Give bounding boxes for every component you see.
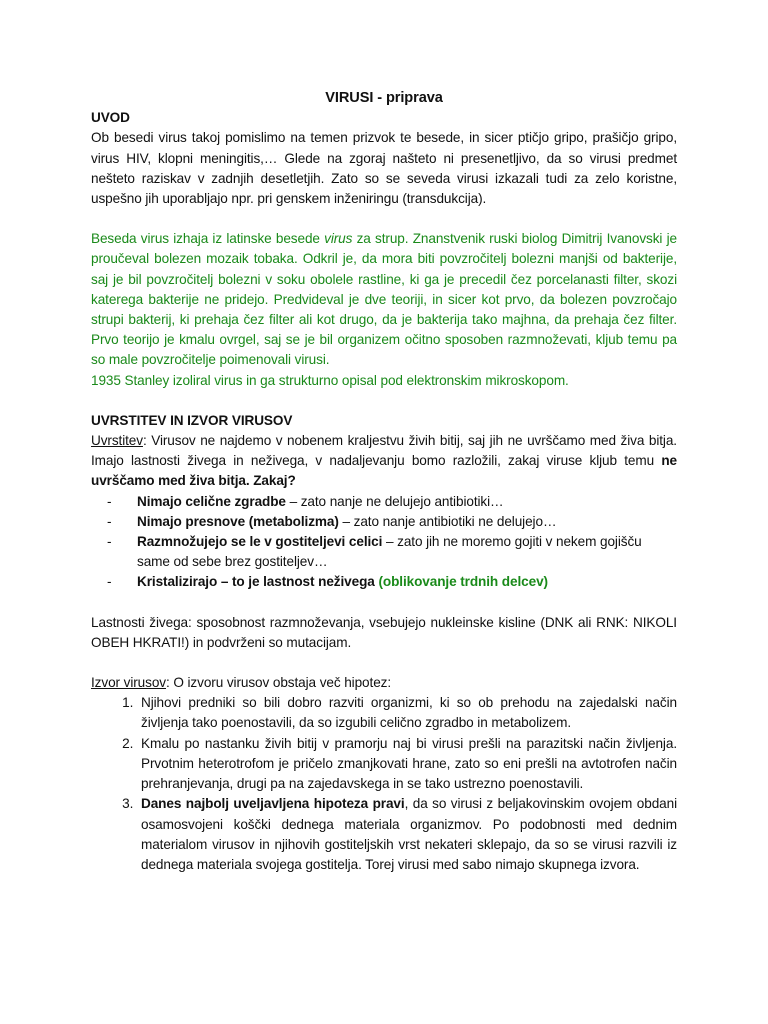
list-item — [137, 512, 677, 532]
page-title: VIRUSI - priprava — [325, 90, 443, 106]
izvor-paragraph — [91, 673, 677, 693]
history-text-b: za strup. Znanstvenik ruski biolog Dimitrij Ivanovski je proučeval bolezen mozaik tobaka. Odkril je, da mora biti povzročitelj bolezni manjši od bakterije, saj je bil povzročitelj bolezni v soku obolele rastline, ki ga je precedil čez porcelanasti filter, skozi katerega bakterije ne pridejo. Predvideval je dve teoriji, in sicer kot prvo, da bolezen povzročajo strupi bakterij, ki prehaja čez filter ali kot drugo, da je bakterija tako majhna, da prehaja čez filter. Prvo teorijo je kmalu ovrgel, saj se je bil organizem očitno sposoben razmnoževati, kljub temu pa so male povzročitelje poimenovali virusi. — [91, 231, 677, 368]
document-page — [91, 88, 677, 875]
list-item-bold: Nimajo presnove (metabolizma) — [137, 513, 339, 529]
uvrstitev-text: : Virusov ne najdemo v nobenem kraljestvu živih bitij, saj jih ne uvrščamo med živa bitja. Imajo lastnosti živega in neživega, v nadaljevanju bomo razložili, zakaj viruse kljub temu — [91, 433, 677, 469]
list-item — [137, 572, 677, 592]
spacer — [91, 653, 677, 673]
history-italic-word: virus — [324, 231, 353, 247]
izvor-label: Izvor virusov — [91, 675, 166, 691]
list-item — [137, 794, 677, 875]
list-item-text: Kmalu po nastanku živih bitij v pramorju naj bi virusi prešli na parazitski način življenja. Prvotnim heterotrofom je pričelo zmanjkovati hrane, zato so eni prešli na avtotrofen način prehranjevanja, drugi pa na zajedavskega in se tako ustrezno poenostavili. — [141, 735, 677, 792]
list-item-text: Njihovi predniki so bili dobro razviti organizmi, ki so ob prehodu na zajedalski način življenja tako poenostavili, da so izgubili celično zgradbo in metabolizem. — [141, 695, 677, 731]
list-item-text: , da so virusi z beljakovinskim ovojem obdani osamosvojeni koščki dednega materiala organizmov. Po podobnosti med dednim materialom virusov in njihovih gostiteljskih vrst nekateri sklepajo, da so se virusi razvili iz dednega materiala svojega gostitelja. Torej virusi med sabo nimajo skupnega izvora. — [141, 796, 677, 872]
history-paragraph — [91, 229, 677, 370]
list-item-text: – zato jih ne moremo gojiti v nekem gojišču same od sebe brez gostiteljev… — [137, 534, 642, 570]
uvod-paragraph: Ob besedi virus takoj pomislimo na temen prizvok te besede, in sicer ptičjo gripo, prašičjo gripo, virus HIV, klopni meningitis,… Glede na zgoraj našteto ni presenetljivo, da so virusi predmet nešteto raziskav v zadnjih desetletjih. Zato so se seveda virusi izkazali tudi za zelo koristne, uspešno jih uporabljajo npr. pri genskem inženiringu (transdukcija). — [91, 130, 677, 207]
list-item-bold: Danes najbolj uveljavljena hipoteza pravi — [141, 796, 405, 812]
list-item-bold: Nimajo celične zgradbe — [137, 493, 286, 509]
list-item-green-note: (oblikovanje trdnih delcev) — [378, 574, 548, 590]
uvrstitev-label: Uvrstitev — [91, 433, 143, 449]
list-item-bold: Razmnožujejo se le v gostiteljevi celici — [137, 534, 383, 550]
list-item — [137, 734, 677, 795]
section-heading-uvod: UVOD — [91, 110, 130, 126]
list-item-text: – zato nanje ne delujejo antibiotiki… — [285, 493, 504, 509]
list-item-bold: Kristalizirajo – to je lastnost neživega — [137, 574, 375, 590]
uvrstitev-question: ne uvrščamo med živa bitja. Zakaj? — [91, 453, 677, 489]
spacer — [91, 209, 677, 229]
hypotheses-list — [91, 693, 677, 875]
list-item — [137, 532, 677, 572]
spacer — [91, 391, 677, 411]
stanley-line: 1935 Stanley izoliral virus in ga strukturno opisal pod elektronskim mikroskopom. — [91, 372, 569, 388]
uvrstitev-paragraph — [91, 431, 677, 492]
spacer — [91, 593, 677, 613]
reasons-list — [91, 492, 677, 593]
list-item-text: – zato nanje antibiotiki ne delujejo… — [338, 513, 557, 529]
lastnosti-paragraph: Lastnosti živega: sposobnost razmnoževanja, vsebujejo nukleinske kisline (DNK ali RNK: NIKOLI OBEH HKRATI!) in podvrženi so mutacijam. — [91, 614, 677, 650]
izvor-text: : O izvoru virusov obstaja več hipotez: — [166, 675, 392, 691]
history-text-a: Beseda virus izhaja iz latinske besede — [91, 231, 325, 247]
list-item — [137, 693, 677, 733]
section-heading-uvrstitev: UVRSTITEV IN IZVOR VIRUSOV — [91, 412, 293, 428]
list-item — [137, 492, 677, 512]
